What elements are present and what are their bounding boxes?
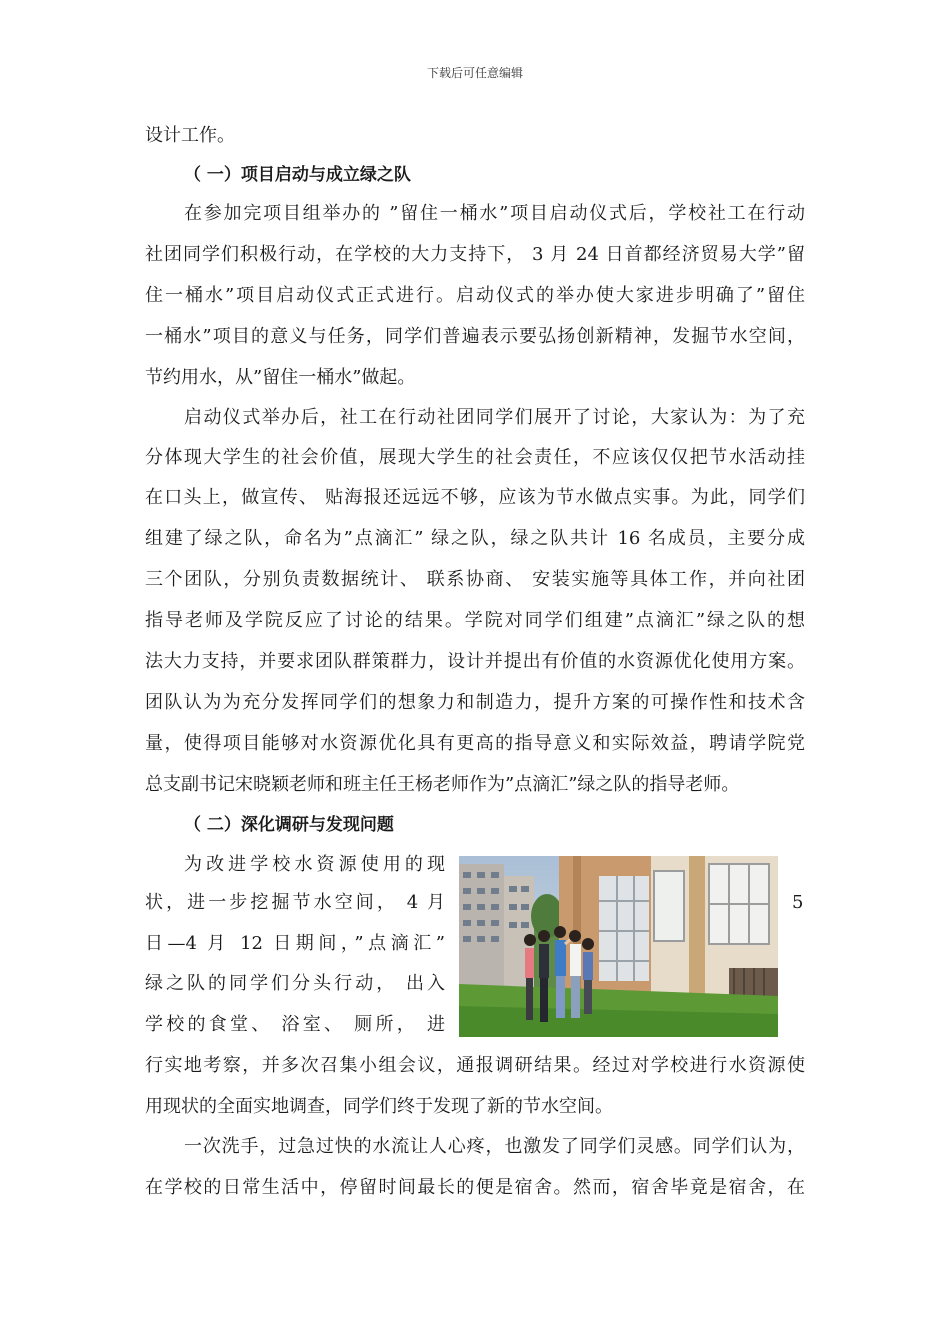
paragraph-line: 状，进一步挖掘节水空间， 4 月 (145, 892, 445, 913)
paragraph-line: 指导老师及学院反应了讨论的结果。学院对同学们组建”点滴汇”绿之队的想 (145, 610, 805, 631)
paragraph-line: 一次洗手，过急过快的水流让人心疼，也激发了同学们灵感。同学们认为， (184, 1136, 805, 1157)
paragraph-line: 团队认为为充分发挥同学们的想象力和制造力，提升方案的可操作性和技术含 (145, 692, 805, 713)
paragraph-line: 组建了绿之队，命名为”点滴汇” 绿之队，绿之队共计 16 名成员，主要分成 (145, 528, 805, 549)
paragraph-line: 行实地考察，并多次召集小组会议，通报调研结果。经过对学校进行水资源使 (145, 1055, 805, 1076)
paragraph-line: 日—4 月 12 日期间，”点滴汇” (145, 933, 445, 954)
paragraph-line: 绿之队的同学们分头行动， 出入 (145, 973, 445, 994)
paragraph-line: 三个团队，分别负责数据统计、 联系协商、 安装实施等具体工作，并向社团 (145, 569, 805, 590)
paragraph-line: 启动仪式举办后，社工在行动社团同学们展开了讨论，大家认为：为了充 (184, 407, 805, 428)
paragraph-line: 在口头上，做宣传、 贴海报还远远不够，应该为节水做点实事。为此，同学们 (145, 487, 805, 508)
section-heading-2: （ 二）深化调研与发现问题 (184, 815, 394, 835)
survey-photo (459, 856, 778, 1037)
paragraph-line: 在参加完项目组举办的 ”留住一桶水”项目启动仪式后，学校社工在行动 (184, 203, 805, 224)
paragraph-line: 为改进学校水资源使用的现 (184, 854, 445, 875)
paragraph-line: 社团同学们积极行动，在学校的大力支持下， 3 月 24 日首都经济贸易大学”留 (145, 244, 805, 265)
paragraph-line: 住一桶水”项目启动仪式正式进行。启动仪式的举办使大家进步明确了”留住 (145, 285, 805, 306)
paragraph-line: 总支副书记宋晓颖老师和班主任王杨老师作为”点滴汇”绿之队的指导老师。 (145, 774, 740, 795)
section-heading-1: （ 一）项目启动与成立绿之队 (184, 165, 411, 185)
paragraph-line: 用现状的全面实地调查，同学们终于发现了新的节水空间。 (145, 1096, 613, 1117)
paragraph-line: 设计工作。 (145, 125, 235, 146)
paragraph-line: 量，使得项目能够对水资源优化具有更高的指导意义和实际效益，聘请学院党 (145, 733, 805, 754)
paragraph-line-tail: 5 (792, 892, 804, 913)
paragraph-line: 法大力支持，并要求团队群策群力，设计并提出有价值的水资源优化使用方案。 (145, 651, 805, 672)
paragraph-line: 一桶水”项目的意义与任务，同学们普遍表示要弘扬创新精神，发掘节水空间， (145, 326, 805, 347)
paragraph-line: 在学校的日常生活中，停留时间最长的便是宿舍。然而，宿舍毕竟是宿舍，在 (145, 1177, 805, 1198)
paragraph-line: 分体现大学生的社会价值，展现大学生的社会责任，不应该仅仅把节水活动挂 (145, 447, 805, 468)
paragraph-line: 学校的食堂、 浴室、 厕所， 进 (145, 1014, 445, 1035)
page-header: 下载后可任意编辑 (426, 66, 523, 80)
paragraph-line: 节约用水，从”留住一桶水”做起。 (145, 367, 416, 388)
